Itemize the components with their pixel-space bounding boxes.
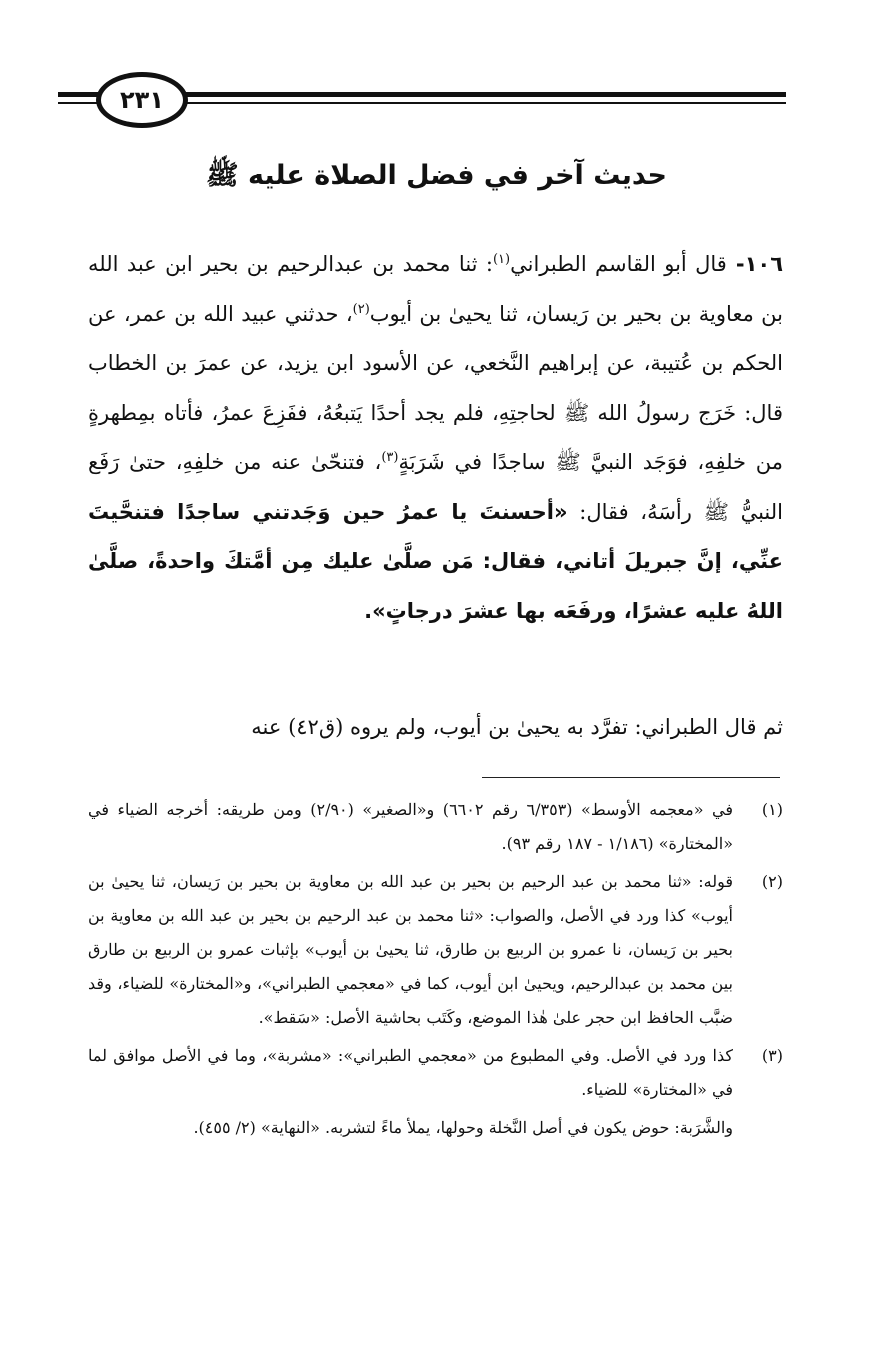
footnote-text: كذا ورد في الأصل. وفي المطبوع من «معجمي الطبراني»: «مشربة»، وما في الأصل موافق لما في «المختارة» للضياء.: [88, 1046, 733, 1099]
page-number-badge: [96, 72, 188, 128]
footnote-2: [88, 865, 783, 1035]
isnad-part-3: ، حدثني عبيد الله بن عمر، عن الحكم بن عُتيبة، عن إبراهيم النَّخعي، عن الأسود ابن يزيد، عن عمرَ بن الخطاب قال: خَرَج رسولُ الله ﷺ لحاجتِهِ، فلم يجد أحدًا يَتبعُهُ، ففَزِعَ عمرُ، فأتاه بمِطهرةٍ من خلفِهِ، فوَجَد النبيَّ ﷺ ساجدًا في شَرَبَةٍ: [88, 301, 784, 474]
footnote-ref-1: (١): [492, 252, 511, 267]
isnad-part-4: ، فتنحّىٰ عنه من خلفِهِ، حتىٰ رَفَع النبيُّ ﷺ رأسَهُ، فقال:: [88, 450, 784, 524]
footnote-ref-2: (٢): [352, 301, 370, 317]
footnotes: [88, 793, 783, 1145]
section-title: حديث آخر في فضل الصلاة عليه ﷺ: [206, 160, 667, 191]
footnote-text: قوله: «ثنا محمد بن عبد الرحيم بن بحير بن عبد الله بن معاوية بن بحير بن رَيسان، ثنا يحيىٰ بن أيوب» كذا ورد في الأصل، والصواب: «ثنا محمد بن عبد الرحيم بن بحير بن عبد الله بن معاوية بن بحير بن رَيسان، نا عمرو بن الربيع بن طارق، ثنا يحيىٰ بن أيوب» بإثبات عمرو بن الربيع بن طارق بين محمد بن عبدالرحيم، ويحيىٰ ابن أيوب، كما في «معجمي الطبراني»، و«المختارة» للضياء، وقد ضبَّب الحافظ ابن حجر علىٰ هٰذا الموضع، وكَتَب بحاشية الأصل: «سَقط».: [88, 872, 733, 1027]
isnad-part-2: : ثنا محمد بن عبدالرحيم بن بحير ابن عبد الله بن معاوية بن بحير بن رَيسان، ثنا يحيىٰ بن أيوب: [88, 252, 784, 326]
isnad-part-1: قال أبو القاسم الطبراني: [510, 252, 727, 276]
footnote-separator: [482, 777, 780, 778]
page-header: [58, 70, 786, 128]
footnote-3-definition: والشَّرَبة: حوض يكون في أصل النَّخلة وحولها، يملأ ماءً لتشربه. «النهاية» (٢/ ٤٥٥).: [193, 1118, 733, 1137]
footnote-ref-3: (٣): [381, 450, 399, 465]
footnote-number: (١): [761, 800, 783, 819]
page-number: ٢٣١: [120, 86, 164, 114]
footnote-number: (٣): [761, 1046, 783, 1065]
footnote-text: في «معجمه الأوسط» (٦/٣٥٣ رقم ٦٦٠٢) و«الصغير» (٢/٩٠) ومن طريقه: أخرجه الضياء في «المختارة» (١/١٨٦ - ١٨٧ رقم ٩٣).: [88, 800, 733, 853]
hadith-matn: «أحسنتَ يا عمرُ حين وَجَدتني ساجدًا فتنحَّيتَ عنِّي، إنَّ جبريلَ أتاني، فقال: مَن صلَّىٰ عليك مِن أمَّتكَ واحدةً، صلَّىٰ اللهُ عليه عشرًا، ورفَعَه بها عشرَ درجاتٍ».: [88, 499, 783, 623]
hadith-number: ١٠٦-: [726, 252, 784, 276]
footnote-1: [88, 793, 783, 861]
hadith-paragraph: [88, 240, 783, 636]
after-paragraph: ثم قال الطبراني: تفرَّد به يحيىٰ بن أيوب، ولم يروه (ق٤٢) عنه: [251, 715, 783, 739]
footnote-3: [88, 1039, 783, 1107]
footnote-number: (٢): [761, 872, 783, 891]
